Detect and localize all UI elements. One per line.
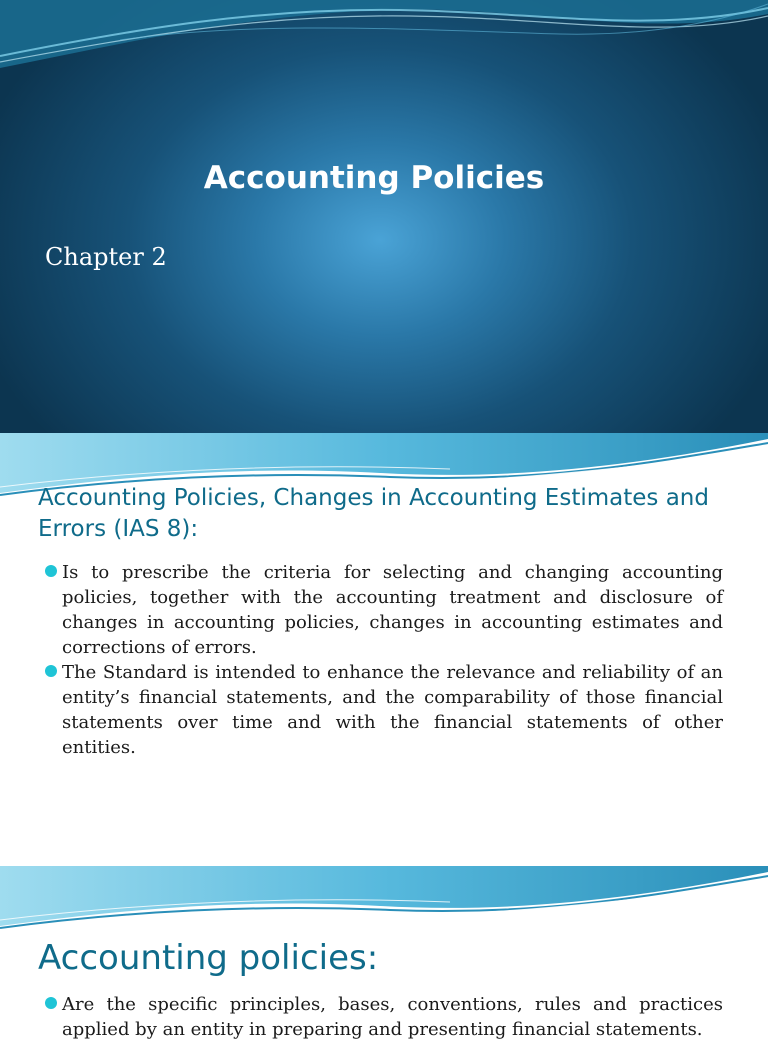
slide-heading: Accounting Policies, Changes in Accounting Estimates and Errors (IAS 8): xyxy=(38,485,709,542)
bullet-icon xyxy=(45,997,57,1009)
content-slide-definition xyxy=(0,866,768,1040)
bullet-text: Is to prescribe the criteria for selecting and changing accounting policies, together with the accounting treatment and disclosure of changes in accounting policies, changes in accounting estimates and corrections of errors. xyxy=(62,562,723,658)
slide-subtitle: Chapter 2 xyxy=(45,243,167,271)
slide-title: Accounting Policies xyxy=(203,160,545,196)
bullet-text: The Standard is intended to enhance the relevance and reliability of an entity’s financial statements, and the comparability of those financial statements over time and with the financial statements of other entities. xyxy=(62,662,723,758)
header-wave-decoration xyxy=(0,0,768,80)
header-wave-decoration xyxy=(0,866,768,936)
list-item xyxy=(44,560,723,660)
list-item xyxy=(44,992,723,1042)
title-slide xyxy=(0,0,768,433)
bullet-icon xyxy=(45,565,57,577)
slide-heading: Accounting policies: xyxy=(38,938,379,978)
content-slide-ias8 xyxy=(0,433,768,866)
bullet-text: Are the specific principles, bases, conventions, rules and practices applied by an entity in preparing and presenting financial statements. xyxy=(62,994,723,1040)
list-item xyxy=(44,660,723,760)
bullet-list xyxy=(44,992,723,1042)
bullet-icon xyxy=(45,665,57,677)
bullet-list xyxy=(44,560,723,760)
